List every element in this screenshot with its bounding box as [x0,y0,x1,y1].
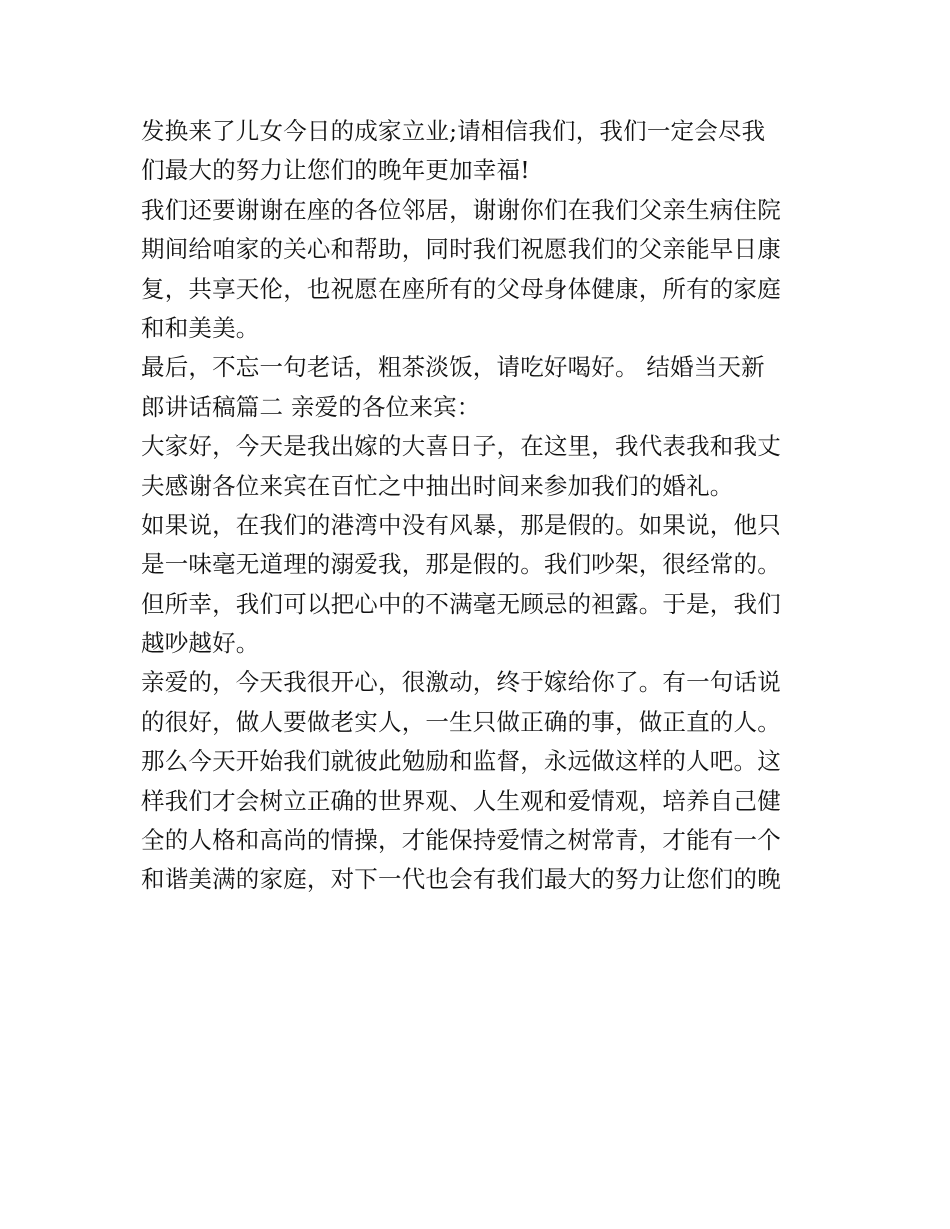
text-line-14: 越吵越好。 [141,629,260,658]
text-line-13: 但所幸，我们可以把心中的不满毫无顾忌的袒露。于是，我们 [141,589,781,618]
text-line-11: 如果说，在我们的港湾中没有风暴，那是假的。如果说，他只 [141,510,781,539]
text-line-4: 期间给咱家的关心和帮助，同时我们祝愿我们的父亲能早日康 [141,235,781,264]
text-line-19: 全的人格和高尚的情操，才能保持爱情之树常青，才能有一个 [141,826,781,855]
text-line-10: 夫感谢各位来宾在百忙之中抽出时间来参加我们的婚礼。 [141,471,734,500]
text-line-15: 亲爱的，今天我很开心，很激动，终于嫁给你了。有一句话说 [141,668,781,697]
text-line-12: 是一味毫无道理的溺爱我，那是假的。我们吵架，很经常的。 [141,550,781,579]
text-line-6: 和和美美。 [141,313,260,342]
text-line-3: 我们还要谢谢在座的各位邻居，谢谢你们在我们父亲生病住院 [141,195,781,224]
text-line-5: 复，共享天伦，也祝愿在座所有的父母身体健康，所有的家庭 [141,274,781,303]
text-line-20: 和谐美满的家庭，对下一代也会有我们最大的努力让您们的晚 [141,865,781,894]
text-line-2: 们最大的努力让您们的晚年更加幸福! [141,156,530,185]
text-line-1: 发换来了儿女今日的成家立业;请相信我们，我们一定会尽我 [141,117,766,145]
text-line-17: 那么今天开始我们就彼此勉励和监督，永远做这样的人吧。这 [141,747,781,776]
document-body [141,112,821,900]
text-line-9: 大家好，今天是我出嫁的大喜日子，在这里，我代表我和我丈 [141,432,781,461]
text-line-16: 的很好，做人要做老实人，一生只做正确的事，做正直的人。 [141,707,781,736]
text-line-7: 最后，不忘一句老话，粗茶淡饭，请吃好喝好。 结婚当天新 [141,353,765,382]
text-line-8: 郎讲话稿篇二 亲爱的各位来宾： [141,392,481,421]
text-line-18: 样我们才会树立正确的世界观、人生观和爱情观，培养自己健 [141,786,781,815]
